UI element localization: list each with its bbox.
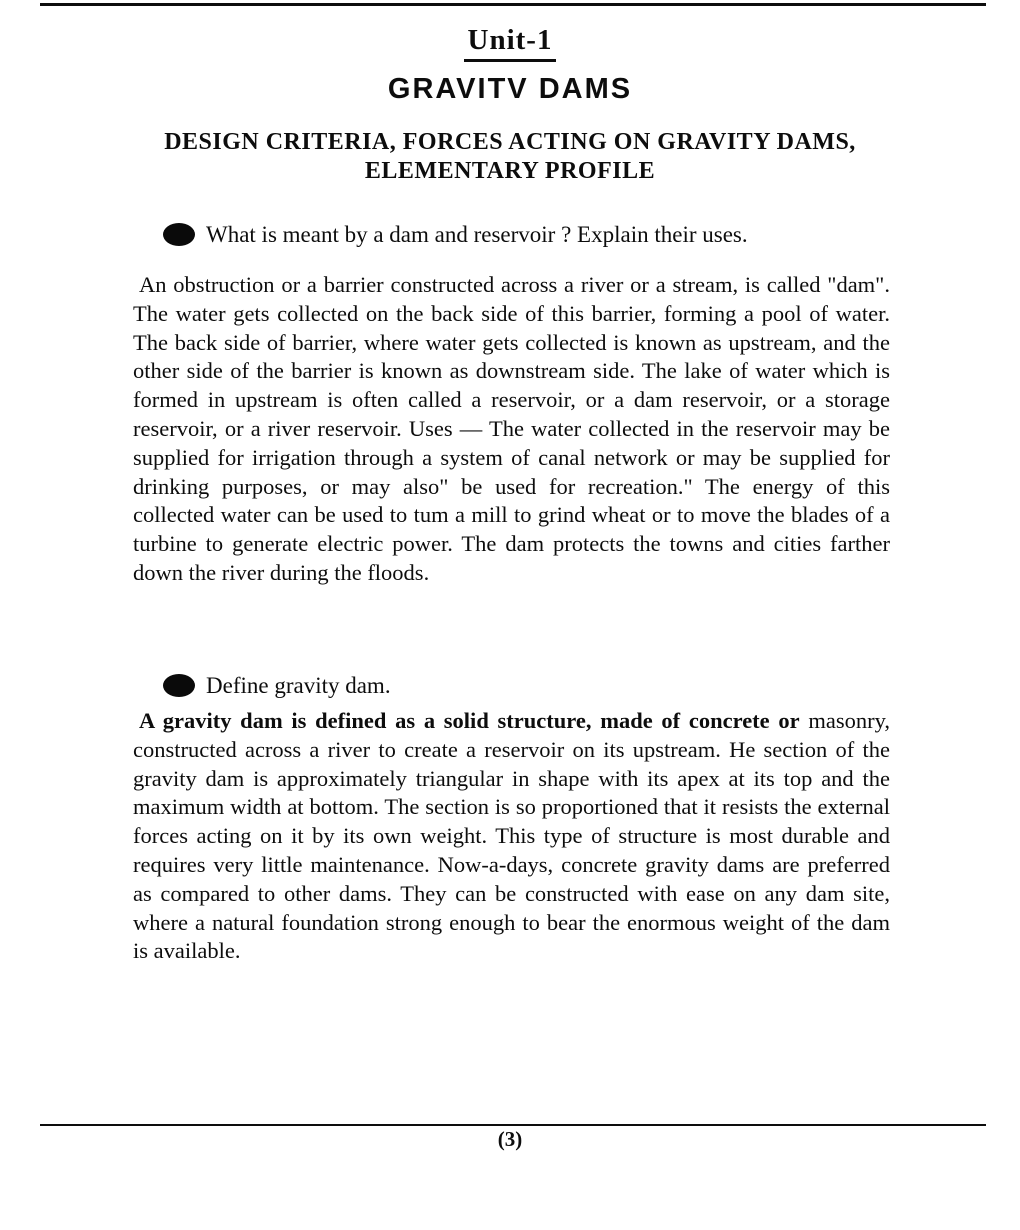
top-rule: [40, 3, 986, 6]
bullet-icon: [163, 223, 195, 246]
question-2: [163, 673, 890, 699]
unit-title: Unit-1: [464, 24, 557, 62]
answer-2-bold-lead: A gravity dam is defined as a solid structure, made of concrete or: [139, 708, 800, 733]
bullet-icon: [163, 674, 195, 697]
chapter-subtitle: [0, 128, 1020, 186]
answer-2-rest: masonry, constructed across a river to create a reservoir on its upstream. He section of the gravity dam is approximately triangular in shape with its apex at its top and the maximum width at bottom. The section is so proportioned that it resists the external forces acting on it by its own weight. This type of structure is most durable and requires very little maintenance. Now-a-days, concrete gravity dams are preferred as compared to other dams. They can be constructed with ease on any dam site, where a natural foundation strong enough to bear the enormous weight of the dam is available.: [133, 708, 890, 964]
question-1: [163, 222, 890, 248]
subtitle-line-1: DESIGN CRITERIA, FORCES ACTING ON GRAVITY DAMS,: [164, 129, 856, 155]
answer-1-paragraph: An obstruction or a barrier constructed across a river or a stream, is called "dam". The water gets collected on the back side of this barrier, forming a pool of water. The back side of barrier, where water gets collected is known as upstream, and the other side of the barrier is known as downstream side. The lake of water which is formed in upstream is often called a reservoir, or a dam reservoir, or a storage reservoir, or a river reservoir. Uses — The water collected in the reservoir may be supplied for irrigation through a system of canal network or may be supplied for drinking purposes, or may also" be used for recreation." The energy of this collected water can be used to tum a mill to grind wheat or to move the blades of a turbine to generate electric power. The dam protects the towns and cities farther down the river during the floods.: [133, 272, 890, 585]
question-1-text: What is meant by a dam and reservoir ? Explain their uses.: [206, 222, 748, 247]
unit-title-wrap: [0, 24, 1020, 62]
question-2-text: Define gravity dam.: [206, 673, 391, 698]
page-number: (3): [497, 1127, 523, 1151]
answer-2-paragraph: [133, 707, 890, 966]
bottom-rule: [40, 1124, 986, 1126]
subtitle-line-2: ELEMENTARY PROFILE: [364, 158, 656, 184]
chapter-title: GRAVITV DAMS: [387, 73, 633, 105]
